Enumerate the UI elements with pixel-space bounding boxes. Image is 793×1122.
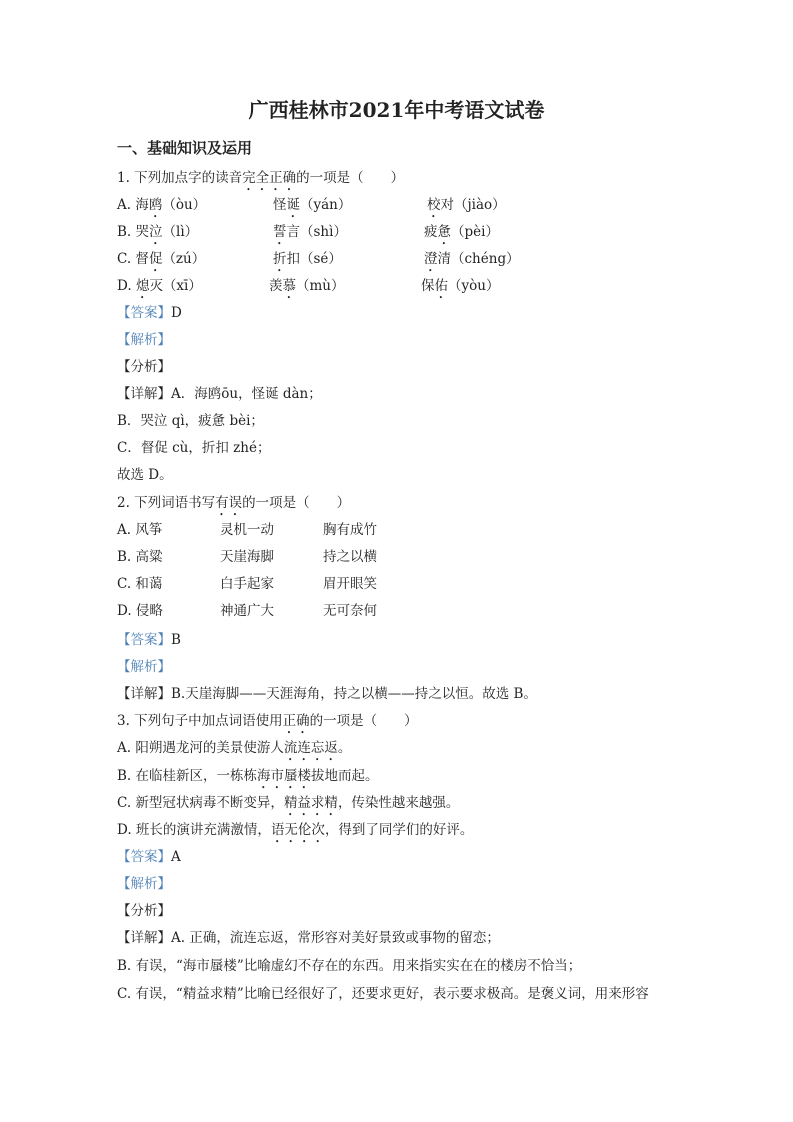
text-segment: （pèi） bbox=[451, 224, 499, 240]
text-line bbox=[117, 493, 350, 513]
text-segment: ，传染性越来越强。 bbox=[337, 795, 460, 811]
option-column bbox=[117, 276, 202, 302]
text-line bbox=[117, 168, 404, 188]
answer-label: 【解析】 bbox=[117, 659, 171, 675]
answer-label: 【解析】 bbox=[117, 876, 171, 892]
emphasized-text: 正确 bbox=[282, 713, 310, 729]
emphasized-text: 泣 bbox=[149, 224, 163, 240]
option-column bbox=[323, 547, 377, 567]
text-segment: （yòu） bbox=[448, 278, 500, 294]
option-column bbox=[220, 574, 274, 594]
text-segment: B. 在临桂新区，一栋栋 bbox=[117, 768, 258, 784]
emphasized-text: 慕 bbox=[282, 278, 296, 294]
text-segment: 的一项是（ ） bbox=[296, 170, 405, 186]
text-line bbox=[117, 630, 181, 650]
document-title: 广西桂林市2021年中考语文试卷 bbox=[248, 98, 545, 122]
text-segment: 言（shì） bbox=[286, 224, 347, 240]
option-column bbox=[269, 276, 345, 302]
emphasized-text: 诞 bbox=[286, 197, 300, 213]
text-line bbox=[117, 956, 581, 976]
emphasized-text: 有误 bbox=[215, 495, 243, 511]
emphasized-text: 完全正确 bbox=[242, 170, 297, 186]
text-segment: C. 和蔼 bbox=[117, 576, 163, 592]
text-line bbox=[117, 766, 379, 786]
text-segment: C. 新型冠状病毒不断变异， bbox=[117, 795, 284, 811]
text-line bbox=[117, 928, 500, 948]
emphasized-text: 语无伦次 bbox=[270, 822, 325, 838]
text-line bbox=[117, 657, 171, 677]
text-segment: D. 侵略 bbox=[117, 603, 163, 619]
option-column bbox=[273, 222, 347, 248]
text-segment: 羡 bbox=[269, 278, 283, 294]
text-segment: 【详解】A．海鸥ōu，怪诞 dàn； bbox=[117, 386, 322, 402]
text-segment: A. 海 bbox=[117, 197, 149, 213]
text-segment: 眉开眼笑 bbox=[323, 576, 377, 592]
text-segment: A bbox=[171, 849, 181, 865]
text-line bbox=[117, 384, 322, 404]
text-segment: 灵机一动 bbox=[220, 522, 274, 538]
option-column bbox=[220, 547, 274, 567]
text-segment: C．督促 cù，折扣 zhé； bbox=[117, 440, 271, 456]
text-segment: ，得到了同学们的好评。 bbox=[324, 822, 474, 838]
option-column bbox=[117, 574, 162, 594]
text-line bbox=[117, 820, 473, 840]
text-segment: 疲 bbox=[424, 224, 438, 240]
option-column bbox=[323, 601, 377, 621]
text-segment: 3. 下列句子中加点词语使用 bbox=[117, 713, 283, 729]
text-segment: A. 风筝 bbox=[117, 522, 163, 538]
emphasized-text: 誓 bbox=[273, 224, 287, 240]
option-column bbox=[424, 222, 499, 248]
option-column bbox=[273, 249, 342, 275]
text-line bbox=[117, 411, 264, 431]
text-line bbox=[117, 874, 171, 894]
text-segment: B bbox=[171, 632, 181, 648]
text-line bbox=[117, 465, 173, 485]
text-line bbox=[117, 738, 351, 758]
option-column bbox=[427, 195, 506, 221]
text-segment: B. 高粱 bbox=[117, 549, 163, 565]
emphasized-text: 流连忘返 bbox=[283, 740, 338, 756]
text-segment: （lì） bbox=[162, 224, 199, 240]
text-segment: 天崖海脚 bbox=[220, 549, 274, 565]
option-column bbox=[424, 249, 520, 275]
option-column bbox=[117, 222, 198, 248]
option-column bbox=[117, 249, 205, 275]
text-segment: D bbox=[171, 305, 182, 321]
text-segment: （mù） bbox=[296, 278, 345, 294]
text-segment: 持之以横 bbox=[323, 549, 377, 565]
text-segment: 白手起家 bbox=[220, 576, 274, 592]
text-segment: 胸有成竹 bbox=[323, 522, 377, 538]
text-segment: 【分析】 bbox=[117, 359, 171, 375]
emphasized-text: 鸥 bbox=[148, 197, 163, 213]
text-segment: （yán） bbox=[300, 197, 352, 213]
text-segment: C. 督 bbox=[117, 251, 149, 267]
text-segment: B. 哭 bbox=[117, 224, 150, 240]
emphasized-text: 佑 bbox=[434, 278, 448, 294]
text-segment: 。 bbox=[337, 740, 352, 756]
text-segment: 扣（sé） bbox=[286, 251, 342, 267]
text-line bbox=[117, 357, 171, 377]
text-segment: 清（chéng） bbox=[437, 251, 520, 267]
emphasized-text: 折 bbox=[273, 251, 287, 267]
option-column bbox=[323, 520, 377, 540]
option-column bbox=[220, 601, 274, 621]
text-line bbox=[117, 303, 182, 323]
text-line bbox=[117, 793, 459, 813]
text-segment: B．哭泣 qì，疲惫 bèi； bbox=[117, 413, 264, 429]
option-column bbox=[117, 195, 206, 221]
text-line bbox=[117, 330, 171, 350]
answer-label: 【答案】 bbox=[117, 632, 171, 648]
option-column bbox=[421, 276, 499, 302]
text-line bbox=[117, 684, 537, 704]
text-line bbox=[117, 847, 181, 867]
text-segment: （zú） bbox=[162, 251, 206, 267]
text-segment: 对（jiào） bbox=[440, 197, 506, 213]
text-segment: 灭（xī） bbox=[149, 278, 202, 294]
option-column bbox=[117, 601, 163, 621]
text-line bbox=[117, 901, 171, 921]
emphasized-text: 精益求精 bbox=[283, 795, 338, 811]
emphasized-text: 促 bbox=[148, 251, 163, 267]
text-segment: D. 班长的演讲充满激情， bbox=[117, 822, 271, 838]
answer-label: 【答案】 bbox=[117, 305, 171, 321]
emphasized-text: 海市蜃楼 bbox=[257, 768, 312, 784]
text-segment: 怪 bbox=[273, 197, 287, 213]
answer-label: 【解析】 bbox=[117, 332, 171, 348]
text-segment: A. 阳朔遇龙河的美景使游人 bbox=[117, 740, 284, 756]
text-segment: D. bbox=[117, 278, 136, 294]
text-segment: C. 有误，“精益求精”比喻已经很好了，还要求更好，表示要求极高。是褒义词，用来形容 bbox=[117, 986, 649, 1002]
option-column bbox=[220, 520, 274, 540]
option-column bbox=[323, 574, 377, 594]
emphasized-text: 惫 bbox=[437, 224, 451, 240]
text-segment: 故选 D。 bbox=[117, 467, 173, 483]
text-segment: 拔地而起。 bbox=[311, 768, 379, 784]
answer-label: 【答案】 bbox=[117, 849, 171, 865]
text-segment: 的一项是（ ） bbox=[309, 713, 418, 729]
emphasized-text: 校 bbox=[427, 197, 441, 213]
text-segment: B. 有误，“海市蜃楼”比喻虚幻不存在的东西。用来指实实在在的楼房不恰当； bbox=[117, 958, 582, 974]
text-segment: 无可奈何 bbox=[323, 603, 377, 619]
text-segment: 2. 下列词语书写 bbox=[117, 495, 216, 511]
text-segment: （òu） bbox=[162, 197, 207, 213]
text-segment: 的一项是（ ） bbox=[242, 495, 351, 511]
text-line bbox=[117, 438, 270, 458]
text-segment: 【分析】 bbox=[117, 903, 171, 919]
text-line bbox=[117, 984, 649, 1004]
emphasized-text: 澄 bbox=[424, 251, 438, 267]
option-column bbox=[273, 195, 351, 221]
section-heading: 一、基础知识及运用 bbox=[117, 139, 253, 157]
text-segment: 【详解】A. 正确，流连忘返，常形容对美好景致或事物的留恋； bbox=[117, 930, 500, 946]
option-column bbox=[117, 547, 163, 567]
text-line bbox=[117, 711, 418, 731]
text-segment: 【详解】B.天崖海脚——天涯海角，持之以横——持之以恒。故选 B。 bbox=[117, 686, 537, 702]
emphasized-text: 熄 bbox=[135, 278, 150, 294]
text-segment: 保 bbox=[421, 278, 435, 294]
text-segment: 1. 下列加点字的读音 bbox=[117, 170, 243, 186]
text-segment: 神通广大 bbox=[220, 603, 274, 619]
option-column bbox=[117, 520, 162, 540]
